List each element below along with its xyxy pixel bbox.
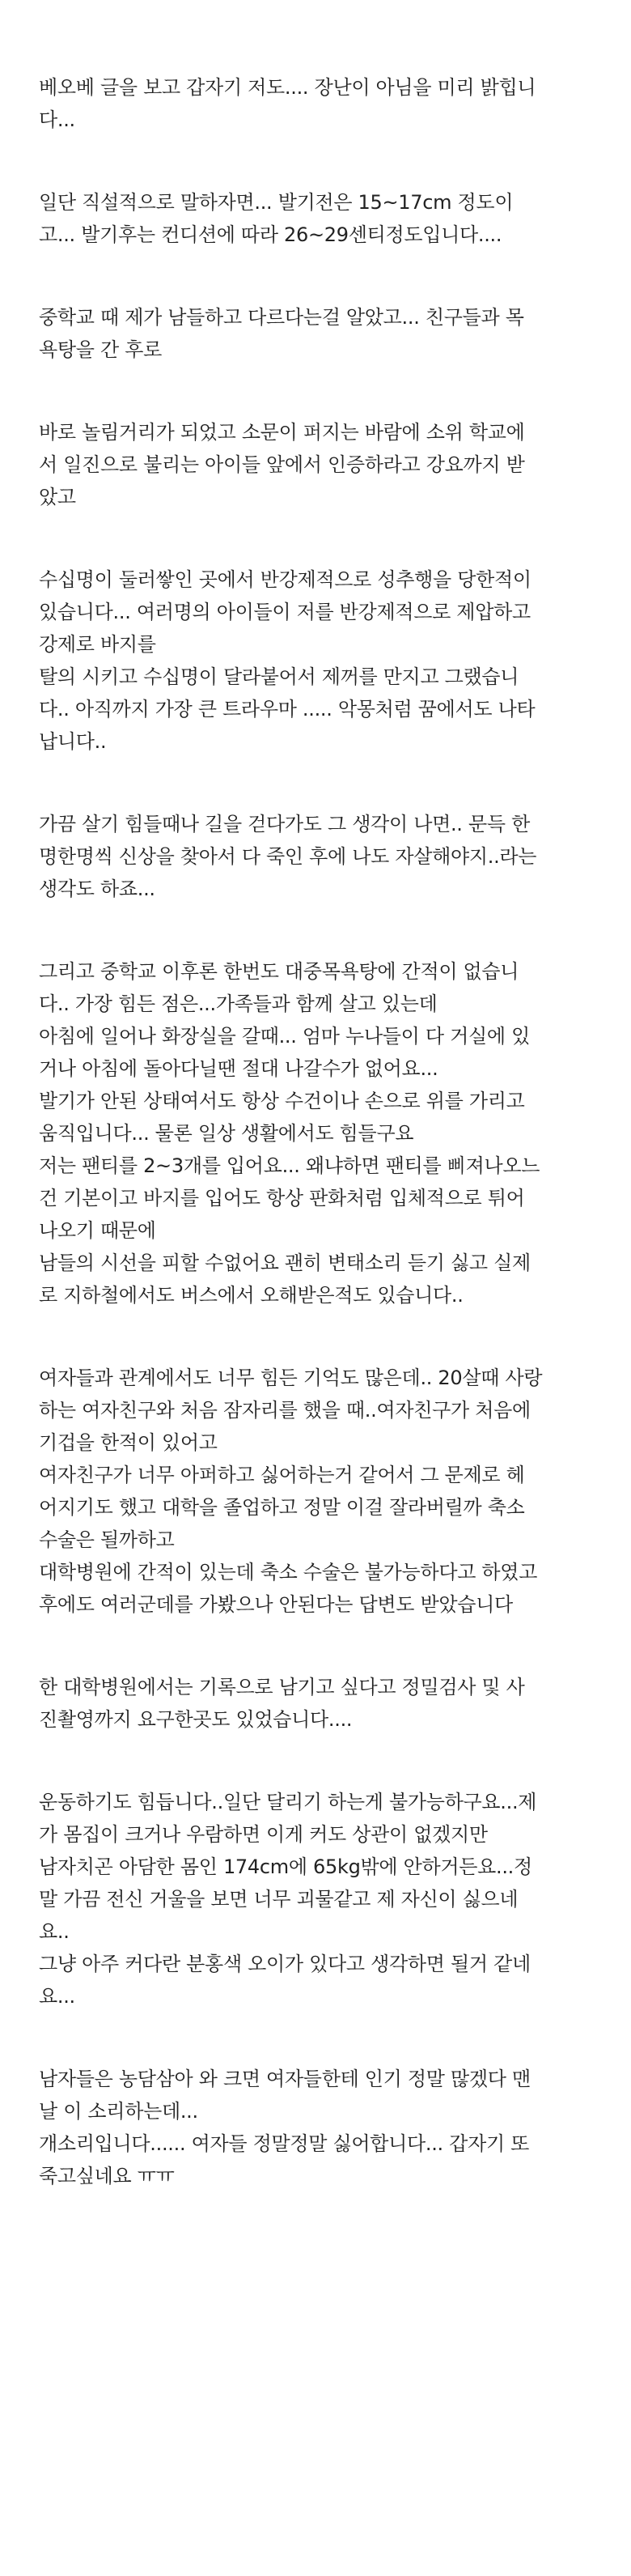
text-line: 있습니다... 여러명의 아이들이 저를 반강제적으로 제압하고 xyxy=(39,601,531,623)
post-body xyxy=(39,71,605,2192)
text-line: 그냥 아주 커다란 분홍색 오이가 있다고 생각하면 될거 같네 xyxy=(39,1953,531,1975)
text-line: 나오기 때문에 xyxy=(39,1219,156,1242)
text-line: 발기가 안된 상태여서도 항상 수건이나 손으로 위를 가리고 xyxy=(39,1090,525,1112)
text-line: 기겁을 한적이 있어고 xyxy=(39,1431,218,1454)
paragraph-2 xyxy=(39,186,605,251)
text-line: 건 기본이고 바지를 입어도 항상 판화처럼 입체적으로 튀어 xyxy=(39,1187,525,1209)
paragraph-6 xyxy=(39,808,605,905)
text-line: 가끔 살기 힘들때나 길을 걷다가도 그 생각이 나면.. 문득 한 xyxy=(39,813,530,835)
text-line: 남들의 시선을 피할 수없어요 괜히 변태소리 듣기 싫고 실제 xyxy=(39,1252,531,1274)
text-line: 다... xyxy=(39,108,75,131)
text-line: 진촬영까지 요구한곳도 있었습니다.... xyxy=(39,1708,353,1731)
text-line: 고... 발기후는 컨디션에 따라 26~29센티정도입니다.... xyxy=(39,223,502,246)
text-line: 납니다.. xyxy=(39,730,107,753)
text-line: 베오베 글을 보고 갑자기 저도.... 장난이 아님을 미리 밝힙니 xyxy=(39,76,536,99)
text-line: 날 이 소리하는데... xyxy=(39,2100,198,2123)
text-line: 요... xyxy=(39,1985,75,2008)
text-line: 한 대학병원에서는 기록으로 남기고 싶다고 정밀검사 및 사 xyxy=(39,1676,525,1698)
paragraph-3 xyxy=(39,301,605,366)
text-line: 수십명이 둘러쌓인 곳에서 반강제적으로 성추행을 당한적이 xyxy=(39,568,531,591)
text-line: 바로 놀림거리가 되었고 소문이 퍼지는 바람에 소위 학교에 xyxy=(39,421,525,444)
text-line: 가 몸집이 크거나 우람하면 이게 커도 상관이 없겠지만 xyxy=(39,1823,488,1846)
text-line: 말 가끔 전신 거울을 보면 너무 괴물같고 제 자신이 싫으네 xyxy=(39,1888,519,1911)
paragraph-8 xyxy=(39,1362,605,1621)
paragraph-11 xyxy=(39,2063,605,2192)
paragraph-10 xyxy=(39,1786,605,2013)
text-line: 남자들은 농담삼아 와 크면 여자들한테 인기 정말 많겠다 맨 xyxy=(39,2068,531,2090)
text-line: 어지기도 했고 대학을 졸업하고 정말 이걸 잘라버릴까 축소 xyxy=(39,1496,525,1519)
text-line: 강제로 바지를 xyxy=(39,633,156,656)
text-line: 운동하기도 힘듭니다..일단 달리기 하는게 불가능하구요...제 xyxy=(39,1791,537,1813)
paragraph-1 xyxy=(39,71,605,136)
text-line: 후에도 여러군데를 가봤으나 안된다는 답변도 받았습니다 xyxy=(39,1593,513,1616)
text-line: 저는 팬티를 2~3개를 입어요... 왜냐하면 팬티를 삐져나오느 xyxy=(39,1154,540,1177)
text-line: 개소리입니다...... 여자들 정말정말 싫어합니다... 갑자기 또 xyxy=(39,2132,530,2155)
text-line: 거나 아침에 돌아다닐땐 절대 나갈수가 없어요... xyxy=(39,1057,438,1080)
text-line: 요.. xyxy=(39,1920,70,1943)
text-line: 남자치곤 아담한 몸인 174cm에 65kg밖에 안하거든요...정 xyxy=(39,1855,532,1878)
text-line: 여자친구가 너무 아퍼하고 싫어하는거 같어서 그 문제로 헤 xyxy=(39,1464,525,1486)
text-line: 죽고싶네요 ㅠㅠ xyxy=(39,2165,175,2187)
text-line: 다.. 아직까지 가장 큰 트라우마 ..... 악몽처럼 꿈에서도 나타 xyxy=(39,698,536,721)
text-line: 그리고 중학교 이후론 한번도 대중목욕탕에 간적이 없습니 xyxy=(39,960,519,983)
paragraph-7 xyxy=(39,955,605,1311)
paragraph-5 xyxy=(39,563,605,758)
text-line: 일단 직설적으로 말하자면... 발기전은 15~17cm 정도이 xyxy=(39,191,514,214)
text-line: 아침에 일어나 화장실을 갈때... 엄마 누나들이 다 거실에 있 xyxy=(39,1025,530,1048)
text-line: 생각도 하죠... xyxy=(39,878,155,900)
text-line: 로 지하철에서도 버스에서 오해받은적도 있습니다.. xyxy=(39,1284,464,1307)
text-line: 명한명씩 신상을 찾아서 다 죽인 후에 나도 자살해야지..라는 xyxy=(39,845,537,868)
paragraph-9 xyxy=(39,1671,605,1736)
text-line: 수술은 될까하고 xyxy=(39,1528,175,1551)
text-line: 았고 xyxy=(39,486,76,508)
text-line: 서 일진으로 불리는 아이들 앞에서 인증하라고 강요까지 받 xyxy=(39,453,525,476)
paragraph-4 xyxy=(39,416,605,513)
text-line: 하는 여자친구와 처음 잠자리를 했을 때..여자친구가 처음에 xyxy=(39,1399,531,1422)
text-line: 탈의 시키고 수십명이 달라붙어서 제꺼를 만지고 그랬습니 xyxy=(39,665,519,688)
text-line: 다.. 가장 힘든 점은...가족들과 함께 살고 있는데 xyxy=(39,993,438,1015)
text-line: 움직입니다... 물론 일상 생활에서도 힘들구요 xyxy=(39,1122,414,1145)
text-line: 중학교 때 제가 남들하고 다르다는걸 알았고... 친구들과 목 xyxy=(39,306,524,329)
text-line: 대학병원에 간적이 있는데 축소 수술은 불가능하다고 하였고 xyxy=(39,1561,538,1583)
text-line: 여자들과 관계에서도 너무 힘든 기억도 많은데.. 20살때 사랑 xyxy=(39,1367,543,1389)
text-line: 욕탕을 간 후로 xyxy=(39,338,162,361)
